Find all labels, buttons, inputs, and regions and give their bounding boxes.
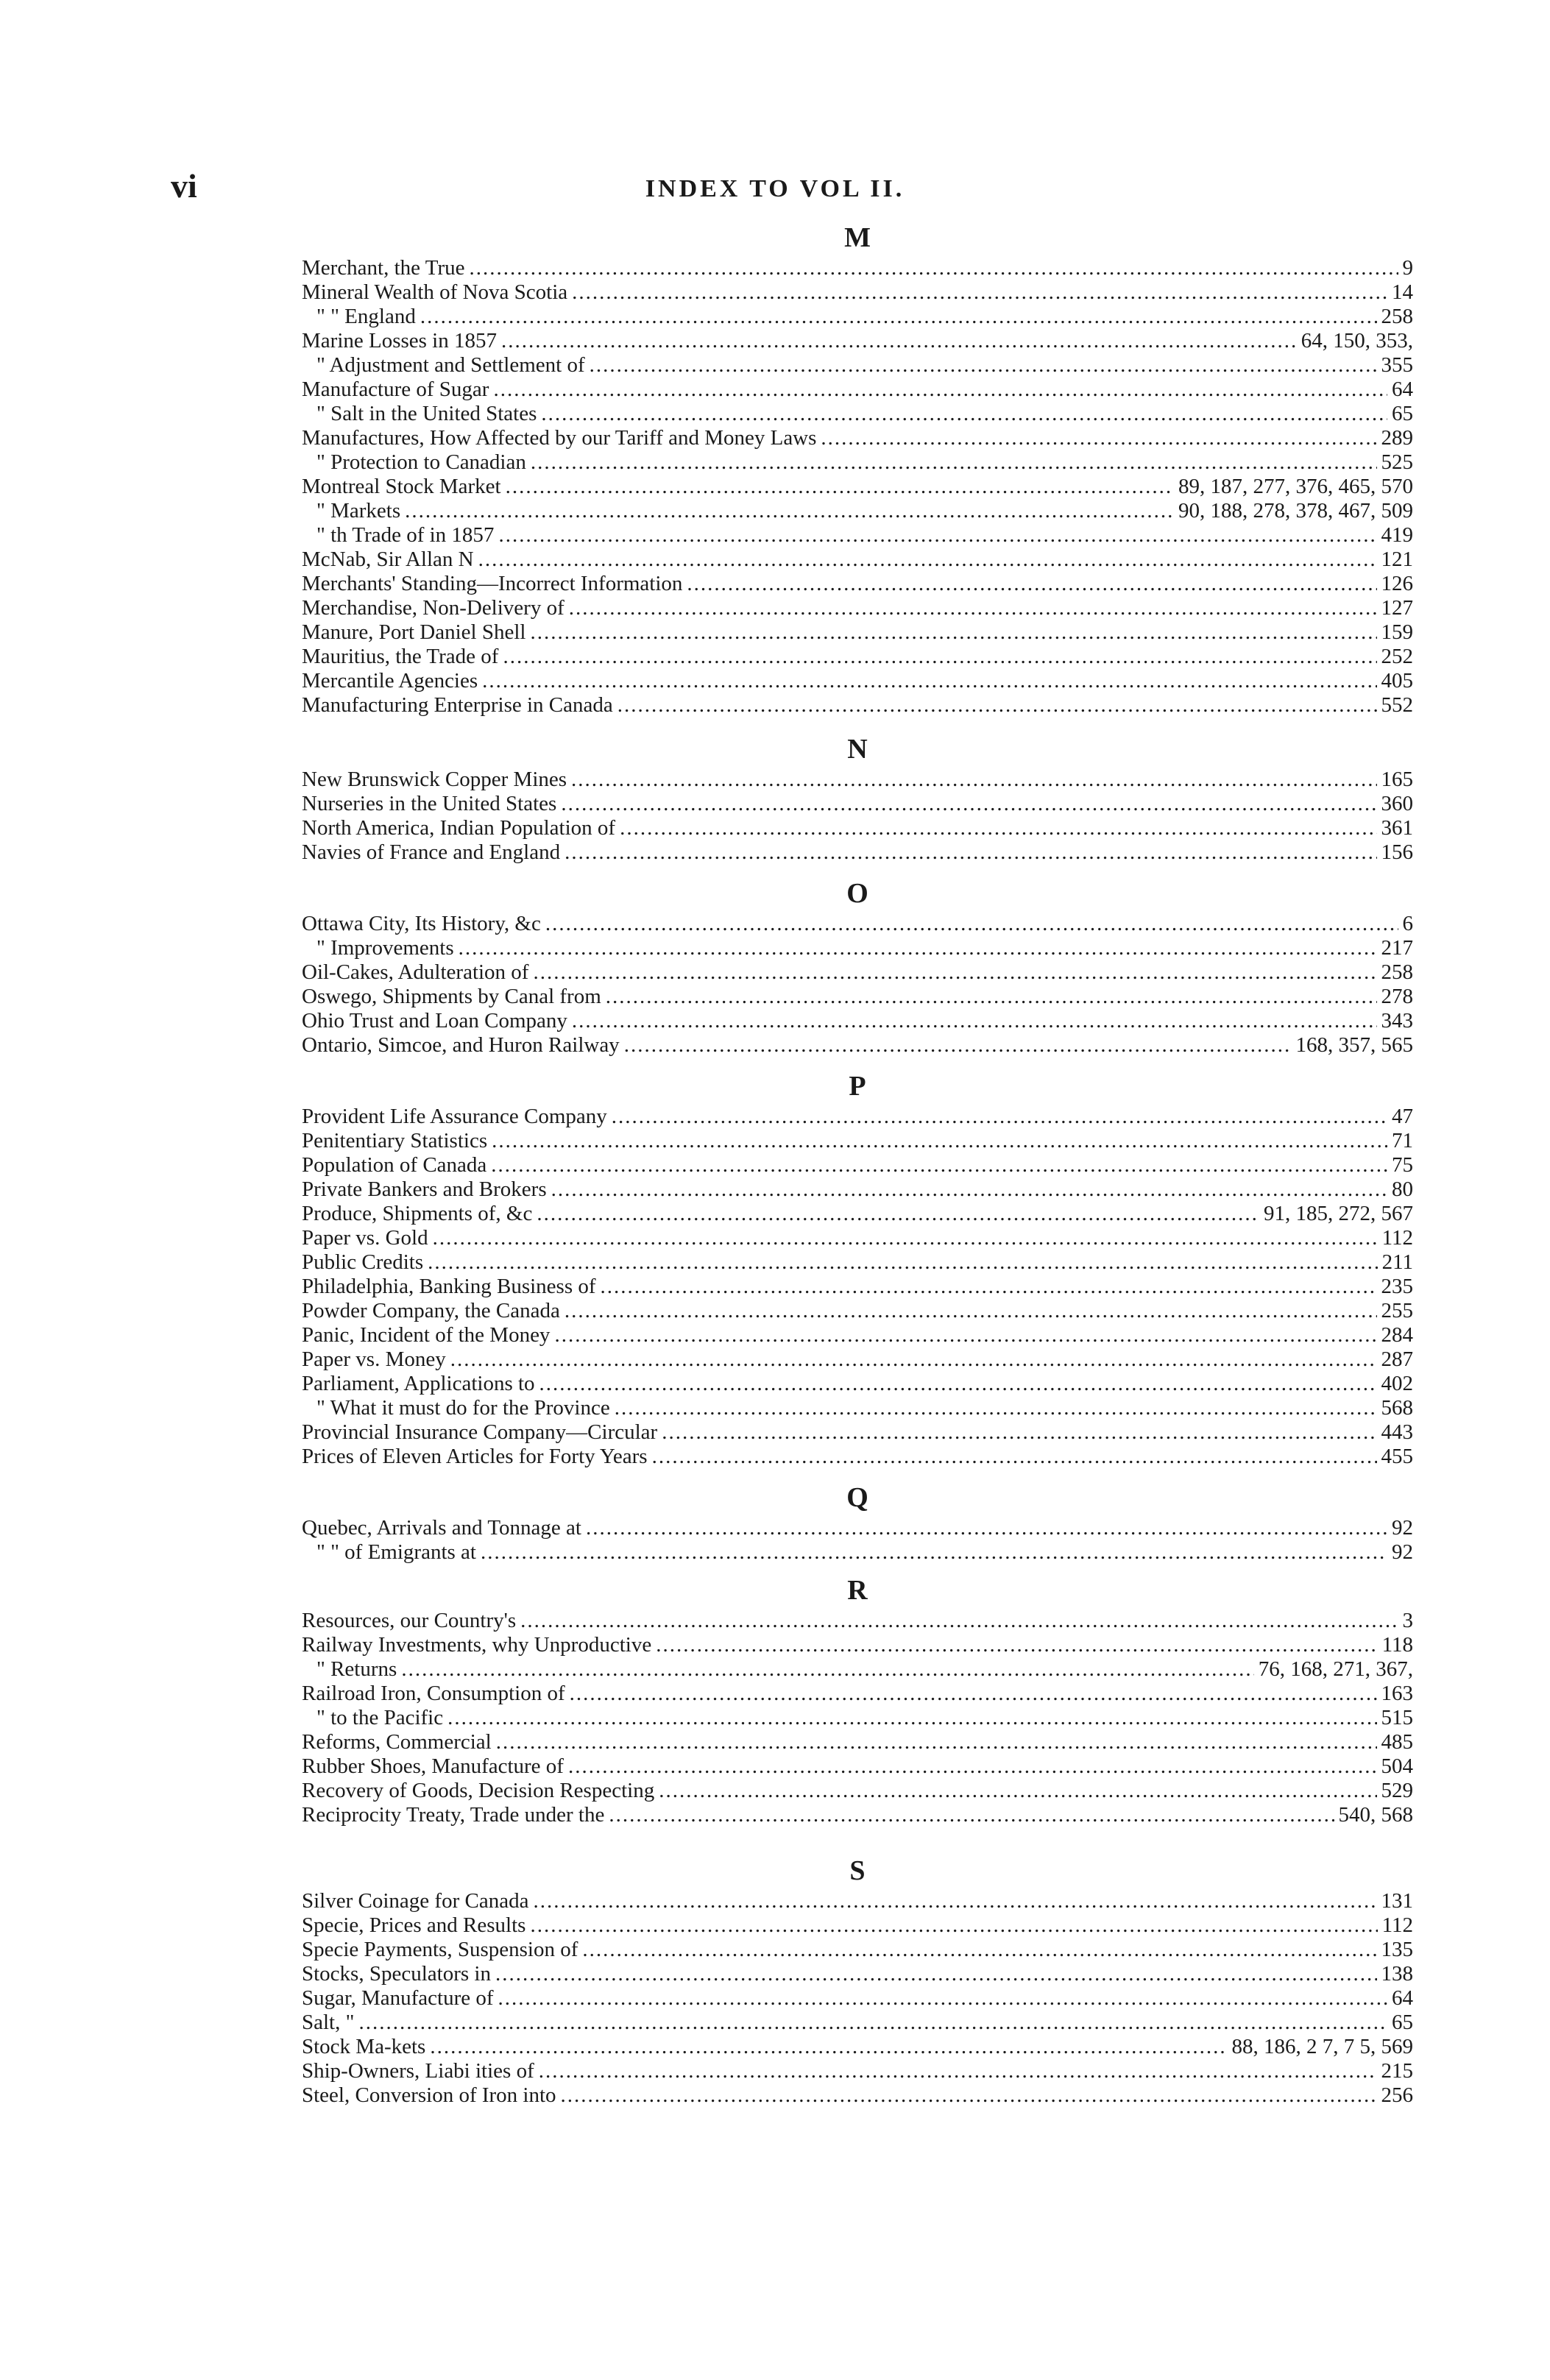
- index-entry: [302, 1226, 1413, 1250]
- dot-leader: [533, 960, 1376, 985]
- entry-label: " Adjustment and Settlement of: [316, 353, 585, 377]
- entry-label: Manufactures, How Affected by our Tariff and Money Laws: [302, 426, 817, 450]
- index-entry: [302, 1129, 1413, 1153]
- index-entry: [302, 1540, 1413, 1565]
- index-entry: [302, 475, 1413, 499]
- entry-pages: 289: [1381, 426, 1413, 450]
- entry-pages: 529: [1381, 1779, 1413, 1802]
- index-entry: [302, 1913, 1413, 1938]
- index-entry: [302, 669, 1413, 693]
- dot-leader: [533, 1889, 1376, 1913]
- entry-label: Mauritius, the Trade of: [302, 645, 499, 668]
- entry-label: Stock Ma-kets: [302, 2035, 426, 2058]
- dot-leader: [561, 2083, 1377, 2108]
- index-entry: [302, 280, 1413, 305]
- index-entry: [302, 1009, 1413, 1033]
- entry-pages: 88, 186, 2 7, 7 5, 569: [1231, 2035, 1413, 2058]
- entry-label: Private Bankers and Brokers: [302, 1177, 547, 1201]
- index-entry: [302, 2035, 1413, 2059]
- entry-pages: 256: [1381, 2083, 1413, 2107]
- entry-label: Rubber Shoes, Manufacture of: [302, 1754, 564, 1778]
- entry-pages: 14: [1392, 280, 1413, 304]
- section-letter: O: [846, 878, 868, 909]
- entry-pages: 65: [1392, 2011, 1413, 2034]
- dot-leader: [571, 768, 1376, 792]
- index-entry: [302, 256, 1413, 280]
- entry-list: [302, 912, 1413, 1058]
- index-entry: [302, 936, 1413, 960]
- dot-leader: [615, 1396, 1377, 1420]
- index-entry: [302, 2059, 1413, 2083]
- index-entry: [302, 2083, 1413, 2108]
- index-entry: [302, 645, 1413, 669]
- entry-label: McNab, Sir Allan N: [302, 548, 474, 571]
- index-entry: [302, 1420, 1413, 1445]
- entry-label: Merchandise, Non-Delivery of: [302, 596, 565, 620]
- index-entry: [302, 1609, 1413, 1633]
- index-entry: [302, 1153, 1413, 1177]
- entry-label: Manufacture of Sugar: [302, 378, 489, 401]
- index-entry: [302, 1202, 1413, 1226]
- entry-label: " Improvements: [316, 936, 454, 960]
- dot-leader: [568, 1754, 1377, 1779]
- dot-leader: [447, 1706, 1376, 1730]
- entry-pages: 3: [1402, 1609, 1413, 1632]
- dot-leader: [492, 1129, 1387, 1153]
- entry-label: Specie Payments, Suspension of: [302, 1938, 578, 1961]
- index-entry: [302, 1779, 1413, 1803]
- dot-leader: [617, 693, 1377, 718]
- entry-pages: 127: [1381, 596, 1413, 620]
- dot-leader: [482, 669, 1376, 693]
- entry-label: Navies of France and England: [302, 840, 561, 864]
- dot-leader: [662, 1420, 1376, 1445]
- running-head-title: INDEX TO VOL II.: [645, 175, 905, 202]
- entry-pages: 215: [1381, 2059, 1413, 2083]
- index-entry: [302, 1754, 1413, 1779]
- dot-leader: [358, 2011, 1387, 2035]
- index-entry: [302, 840, 1413, 865]
- dot-leader: [450, 1347, 1377, 1372]
- entry-label: " What it must do for the Province: [316, 1396, 610, 1420]
- index-entry: [302, 305, 1413, 329]
- index-entry: [302, 693, 1413, 718]
- entry-label: Railroad Iron, Consumption of: [302, 1682, 565, 1705]
- dot-leader: [609, 1803, 1334, 1827]
- dot-leader: [554, 1323, 1376, 1347]
- entry-label: Resources, our Country's: [302, 1609, 517, 1632]
- entry-label: Ohio Trust and Loan Company: [302, 1009, 567, 1033]
- dot-leader: [470, 256, 1398, 280]
- dot-leader: [582, 1938, 1376, 1962]
- entry-pages: 360: [1381, 792, 1413, 815]
- index-section-o: [302, 876, 1413, 1058]
- entry-label: Ship-Owners, Liabi ities of: [302, 2059, 534, 2083]
- index-entry: [302, 353, 1413, 378]
- entry-label: Reciprocity Treaty, Trade under the: [302, 1803, 605, 1827]
- section-letter: P: [849, 1071, 866, 1102]
- index-entry: [302, 1347, 1413, 1372]
- dot-leader: [620, 816, 1376, 840]
- index-entry: [302, 1323, 1413, 1347]
- entry-label: Provincial Insurance Company—Circular: [302, 1420, 658, 1444]
- entry-label: Nurseries in the United States: [302, 792, 557, 815]
- entry-list: [302, 1609, 1413, 1827]
- index-entry: [302, 1889, 1413, 1913]
- entry-label: " Markets: [316, 499, 401, 523]
- entry-pages: 126: [1381, 572, 1413, 595]
- entry-label: Reforms, Commercial: [302, 1730, 492, 1754]
- dot-leader: [545, 912, 1398, 936]
- dot-leader: [537, 1202, 1259, 1226]
- entry-pages: 135: [1381, 1938, 1413, 1961]
- index-section-n: [302, 732, 1413, 865]
- entry-pages: 235: [1381, 1275, 1413, 1298]
- entry-pages: 64: [1392, 378, 1413, 401]
- entry-pages: 90, 188, 278, 378, 467, 509: [1178, 499, 1413, 523]
- entry-pages: 568: [1381, 1396, 1413, 1420]
- index-entry: [302, 1682, 1413, 1706]
- dot-leader: [493, 378, 1387, 402]
- dot-leader: [551, 1177, 1387, 1202]
- page-number: vi: [171, 167, 197, 205]
- entry-pages: 217: [1381, 936, 1413, 960]
- entry-pages: 258: [1381, 960, 1413, 984]
- entry-pages: 361: [1381, 816, 1413, 840]
- index-entry: [302, 792, 1413, 816]
- entry-label: Stocks, Speculators in: [302, 1962, 491, 1986]
- dot-leader: [565, 1299, 1377, 1323]
- entry-list: [302, 1889, 1413, 2108]
- entry-label: Oil-Cakes, Adulteration of: [302, 960, 529, 984]
- dot-leader: [478, 548, 1377, 572]
- dot-leader: [652, 1445, 1377, 1469]
- dot-leader: [428, 1250, 1377, 1275]
- entry-pages: 278: [1381, 985, 1413, 1008]
- entry-pages: 252: [1381, 645, 1413, 668]
- index-section-s: [302, 1854, 1413, 2108]
- entry-label: Quebec, Arrivals and Tonnage at: [302, 1516, 581, 1540]
- entry-label: Silver Coinage for Canada: [302, 1889, 529, 1913]
- dot-leader: [530, 620, 1376, 645]
- index-entry: [302, 572, 1413, 596]
- dot-leader: [506, 475, 1174, 499]
- entry-pages: 515: [1381, 1706, 1413, 1729]
- entry-label: Mineral Wealth of Nova Scotia: [302, 280, 568, 304]
- entry-label: Montreal Stock Market: [302, 475, 501, 498]
- entry-label: " Returns: [316, 1657, 397, 1681]
- index-entry: [302, 548, 1413, 572]
- entry-label: Ontario, Simcoe, and Huron Railway: [302, 1033, 620, 1057]
- entry-label: Ottawa City, Its History, &c: [302, 912, 541, 935]
- entry-label: Oswego, Shipments by Canal from: [302, 985, 601, 1008]
- entry-pages: 159: [1381, 620, 1413, 644]
- entry-label: Merchant, the True: [302, 256, 465, 280]
- entry-label: New Brunswick Copper Mines: [302, 768, 567, 791]
- entry-label: " Salt in the United States: [316, 402, 537, 425]
- entry-pages: 163: [1381, 1682, 1413, 1705]
- entry-pages: 118: [1381, 1633, 1413, 1657]
- index-entry: [302, 1962, 1413, 1986]
- entry-pages: 355: [1381, 353, 1413, 377]
- dot-leader: [606, 985, 1377, 1009]
- index-body: [302, 221, 1413, 2108]
- entry-label: Produce, Shipments of, &c: [302, 1202, 533, 1225]
- dot-leader: [498, 1986, 1387, 2011]
- dot-leader: [612, 1105, 1387, 1129]
- entry-pages: 552: [1381, 693, 1413, 717]
- entry-label: Paper vs. Money: [302, 1347, 446, 1371]
- dot-leader: [586, 1516, 1387, 1540]
- entry-pages: 419: [1381, 523, 1413, 547]
- entry-list: [302, 1105, 1413, 1469]
- dot-leader: [565, 840, 1376, 865]
- dot-leader: [590, 353, 1377, 378]
- dot-leader: [420, 305, 1377, 329]
- entry-pages: 92: [1392, 1516, 1413, 1540]
- index-entry: [302, 1033, 1413, 1058]
- index-entry: [302, 1105, 1413, 1129]
- dot-leader: [501, 329, 1297, 353]
- entry-list: [302, 1516, 1413, 1565]
- index-entry: [302, 1633, 1413, 1657]
- index-entry: [302, 2011, 1413, 2035]
- entry-pages: 284: [1381, 1323, 1413, 1347]
- index-section-m: [302, 221, 1413, 718]
- entry-pages: 443: [1381, 1420, 1413, 1444]
- entry-pages: 540, 568: [1338, 1803, 1413, 1827]
- entry-label: Railway Investments, why Unproductive: [302, 1633, 652, 1657]
- dot-leader: [520, 1609, 1398, 1633]
- entry-pages: 91, 185, 272, 567: [1264, 1202, 1413, 1225]
- index-entry: [302, 1516, 1413, 1540]
- entry-pages: 343: [1381, 1009, 1413, 1033]
- index-entry: [302, 329, 1413, 353]
- entry-label: Penitentiary Statistics: [302, 1129, 488, 1152]
- entry-label: Steel, Conversion of Iron into: [302, 2083, 556, 2107]
- entry-pages: 71: [1392, 1129, 1413, 1152]
- index-section-r: [302, 1573, 1413, 1827]
- entry-pages: 405: [1381, 669, 1413, 693]
- index-entry: [302, 1803, 1413, 1827]
- index-entry: [302, 378, 1413, 402]
- index-entry: [302, 620, 1413, 645]
- entry-label: " " England: [316, 305, 416, 328]
- index-entry: [302, 1299, 1413, 1323]
- entry-label: Population of Canada: [302, 1153, 487, 1177]
- index-entry: [302, 985, 1413, 1009]
- dot-leader: [821, 426, 1376, 450]
- index-entry: [302, 426, 1413, 450]
- dot-leader: [481, 1540, 1387, 1565]
- entry-pages: 121: [1381, 548, 1413, 571]
- dot-leader: [624, 1033, 1292, 1058]
- dot-leader: [433, 1226, 1378, 1250]
- index-entry: [302, 402, 1413, 426]
- entry-pages: 504: [1381, 1754, 1413, 1778]
- entry-label: " " of Emigrants at: [316, 1540, 476, 1564]
- entry-pages: 89, 187, 277, 376, 465, 570: [1178, 475, 1413, 498]
- entry-label: Prices of Eleven Articles for Forty Years: [302, 1445, 648, 1468]
- dot-leader: [572, 1009, 1377, 1033]
- dot-leader: [687, 572, 1376, 596]
- dot-leader: [405, 499, 1174, 523]
- entry-pages: 6: [1402, 912, 1413, 935]
- entry-label: " th Trade of in 1857: [316, 523, 495, 547]
- entry-label: Mercantile Agencies: [302, 669, 478, 693]
- section-letter: S: [849, 1855, 866, 1886]
- index-entry: [302, 523, 1413, 548]
- index-entry: [302, 450, 1413, 475]
- index-entry: [302, 960, 1413, 985]
- entry-label: Panic, Incident of the Money: [302, 1323, 551, 1347]
- dot-leader: [498, 523, 1376, 548]
- dot-leader: [656, 1633, 1377, 1657]
- index-entry: [302, 1177, 1413, 1202]
- entry-label: Paper vs. Gold: [302, 1226, 428, 1250]
- entry-pages: 80: [1392, 1177, 1413, 1201]
- index-entry: [302, 1730, 1413, 1754]
- dot-leader: [569, 596, 1377, 620]
- index-section-q: [302, 1481, 1413, 1565]
- entry-label: Sugar, Manufacture of: [302, 1986, 494, 2010]
- entry-pages: 455: [1381, 1445, 1413, 1468]
- entry-list: [302, 256, 1413, 718]
- index-entry: [302, 912, 1413, 936]
- index-entry: [302, 816, 1413, 840]
- index-entry: [302, 1445, 1413, 1469]
- dot-leader: [572, 280, 1387, 305]
- entry-label: Recovery of Goods, Decision Respecting: [302, 1779, 655, 1802]
- dot-leader: [570, 1682, 1377, 1706]
- entry-label: Provident Life Assurance Company: [302, 1105, 607, 1128]
- dot-leader: [459, 936, 1377, 960]
- entry-label: North America, Indian Population of: [302, 816, 616, 840]
- index-entry: [302, 596, 1413, 620]
- section-letter: Q: [846, 1482, 868, 1513]
- dot-leader: [503, 645, 1376, 669]
- dot-leader: [539, 1372, 1377, 1396]
- entry-pages: 112: [1381, 1226, 1413, 1250]
- entry-label: Powder Company, the Canada: [302, 1299, 560, 1322]
- entry-pages: 92: [1392, 1540, 1413, 1564]
- entry-pages: 156: [1381, 840, 1413, 864]
- index-entry: [302, 1396, 1413, 1420]
- dot-leader: [495, 1962, 1377, 1986]
- entry-label: Public Credits: [302, 1250, 424, 1274]
- entry-pages: 168, 357, 565: [1295, 1033, 1413, 1057]
- entry-pages: 525: [1381, 450, 1413, 474]
- dot-leader: [401, 1657, 1253, 1682]
- entry-label: Merchants' Standing—Incorrect Information: [302, 572, 683, 595]
- entry-label: " Protection to Canadian: [316, 450, 526, 474]
- index-entry: [302, 1275, 1413, 1299]
- section-letter: R: [847, 1575, 868, 1606]
- entry-list: [302, 768, 1413, 865]
- index-entry: [302, 1372, 1413, 1396]
- entry-pages: 287: [1381, 1347, 1413, 1371]
- entry-pages: 64: [1392, 1986, 1413, 2010]
- entry-label: Parliament, Applications to: [302, 1372, 535, 1395]
- entry-pages: 75: [1392, 1153, 1413, 1177]
- dot-leader: [561, 792, 1376, 816]
- entry-label: Marine Losses in 1857: [302, 329, 497, 353]
- entry-pages: 255: [1381, 1299, 1413, 1322]
- dot-leader: [539, 2059, 1377, 2083]
- dot-leader: [531, 450, 1377, 475]
- dot-leader: [541, 402, 1387, 426]
- entry-pages: 165: [1381, 768, 1413, 791]
- entry-pages: 9: [1402, 256, 1413, 280]
- entry-pages: 76, 168, 271, 367,: [1258, 1657, 1413, 1681]
- index-entry: [302, 1250, 1413, 1275]
- dot-leader: [601, 1275, 1377, 1299]
- entry-pages: 211: [1381, 1250, 1413, 1274]
- index-entry: [302, 1657, 1413, 1682]
- index-entry: [302, 1986, 1413, 2011]
- entry-label: Manufacturing Enterprise in Canada: [302, 693, 613, 717]
- entry-pages: 258: [1381, 305, 1413, 328]
- entry-label: Philadelphia, Banking Business of: [302, 1275, 596, 1298]
- entry-label: Specie, Prices and Results: [302, 1913, 526, 1937]
- entry-pages: 47: [1392, 1105, 1413, 1128]
- entry-pages: 402: [1381, 1372, 1413, 1395]
- entry-label: Salt, ": [302, 2011, 355, 2034]
- entry-pages: 138: [1381, 1962, 1413, 1986]
- index-entry: [302, 499, 1413, 523]
- entry-pages: 65: [1392, 402, 1413, 425]
- entry-pages: 112: [1381, 1913, 1413, 1937]
- index-entry: [302, 1706, 1413, 1730]
- dot-leader: [530, 1913, 1377, 1938]
- dot-leader: [659, 1779, 1376, 1803]
- dot-leader: [491, 1153, 1387, 1177]
- section-letter: N: [847, 734, 868, 765]
- index-section-p: [302, 1069, 1413, 1469]
- entry-pages: 131: [1381, 1889, 1413, 1913]
- entry-label: Manure, Port Daniel Shell: [302, 620, 526, 644]
- entry-pages: 64, 150, 353,: [1300, 329, 1413, 353]
- dot-leader: [430, 2035, 1227, 2059]
- index-entry: [302, 768, 1413, 792]
- dot-leader: [496, 1730, 1377, 1754]
- index-entry: [302, 1938, 1413, 1962]
- entry-label: " to the Pacific: [316, 1706, 444, 1729]
- section-letter: M: [844, 222, 871, 253]
- entry-pages: 485: [1381, 1730, 1413, 1754]
